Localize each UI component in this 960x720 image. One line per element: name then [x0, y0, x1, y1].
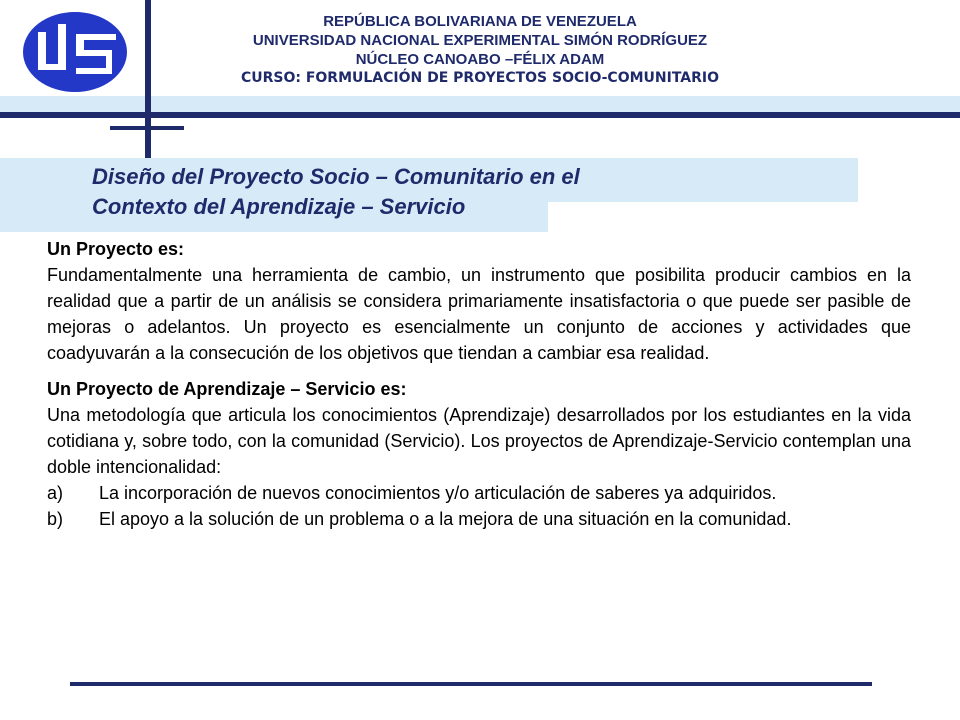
header-line-nucleus: NÚCLEO CANOABO –FÉLIX ADAM [355, 51, 605, 68]
list-item-text: La incorporación de nuevos conocimientos y/o articulación de saberes ya adquiridos. [99, 483, 777, 503]
page-title [92, 162, 852, 222]
unesr-logo-icon [20, 10, 130, 94]
section2-text: Una metodología que articula los conocimientos (Aprendizaje) desarrollados por los estudiantes en la vida cotidiana y, sobre todo, con la comunidad (Servicio). Los proyectos de Aprendizaje-Servicio contemplan una doble intencionalidad: [47, 405, 911, 477]
short-rule [110, 126, 184, 130]
header-band [0, 96, 960, 112]
section1-heading: Un Proyecto es: [47, 239, 185, 259]
header-line-course: CURSO: FORMULACIÓN DE PROYECTOS SOCIO-COMUNITARIO [240, 70, 720, 86]
list-item [47, 506, 911, 532]
header-line-country: REPÚBLICA BOLIVARIANA DE VENEZUELA [323, 13, 637, 30]
section1-text: Fundamentalmente una herramienta de cambio, un instrumento que posibilita producir cambios en la realidad que a partir de un análisis se considera primariamente insatisfactoria o que puede ser pasible de mejoras o adelantos. Un proyecto es esencialmente un conjunto de acciones y actividades que coadyuvarán a la consecución de los objetivos que tiendan a cambiar esa realidad. [47, 265, 911, 363]
list-marker: b) [47, 509, 64, 529]
vertical-rule [145, 0, 151, 160]
list-item-text: El apoyo a la solución de un problema o a la mejora de una situación en la comunidad. [99, 509, 792, 529]
header-line-university: UNIVERSIDAD NACIONAL EXPERIMENTAL SIMÓN RODRÍGUEZ [252, 32, 708, 49]
list-marker: a) [47, 483, 64, 503]
institution-header [160, 12, 800, 88]
section-gap [47, 366, 911, 376]
title-line-2: Contexto del Aprendizaje – Servicio [92, 194, 466, 219]
title-line-1: Diseño del Proyecto Socio – Comunitario en el [92, 164, 580, 189]
list-item [47, 480, 911, 506]
header-divider [0, 112, 960, 118]
section2-heading: Un Proyecto de Aprendizaje – Servicio es: [47, 379, 407, 399]
footer-rule [70, 682, 872, 686]
body-content [47, 236, 911, 532]
